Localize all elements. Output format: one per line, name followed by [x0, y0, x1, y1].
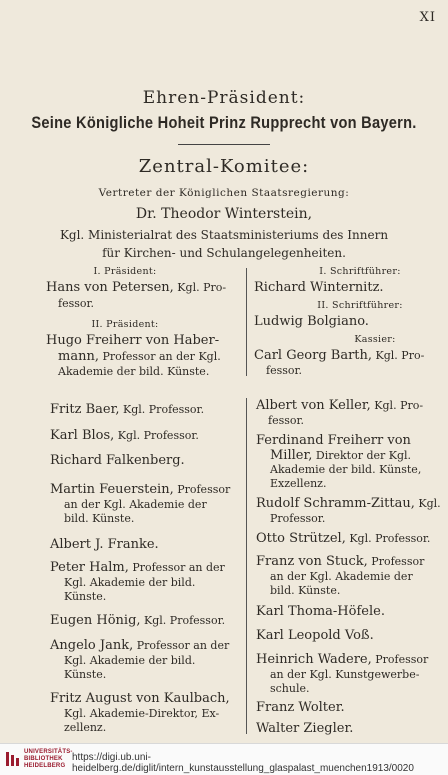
officer-name: Carl Georg Barth,: [254, 348, 373, 363]
member-entry: Otto Strützel, Kgl. Professor.: [256, 531, 431, 546]
officer-label: I. Schriftführer:: [319, 266, 401, 277]
member-entry: Richard Falkenberg.: [50, 453, 185, 468]
member-entry: Rudolf Schramm-Zittau, Kgl.: [256, 496, 441, 511]
member-entry: Angelo Jank, Professor an der: [50, 638, 230, 653]
source-url-link[interactable]: https://digi.ub.uni-heidelberg.de/diglit/intern_kunstausstellung_glaspalast_muenchen1913/0020: [72, 752, 414, 774]
member-title-line: Exzellenz.: [270, 477, 327, 490]
member-entry: Peter Halm, Professor an der: [50, 560, 225, 575]
representative-title-line2: für Kirchen- und Schulangelegenheiten.: [102, 246, 346, 260]
member-entry: Albert von Keller, Kgl. Pro-: [256, 398, 424, 413]
column-divider-members: [246, 398, 247, 734]
member-title-line: Künste.: [64, 668, 107, 681]
member-entry: Walter Ziegler.: [256, 721, 354, 736]
column-divider-officers: [246, 268, 247, 376]
member-entry: Karl Leopold Voß.: [256, 628, 374, 643]
page-number: XI: [419, 10, 436, 25]
library-logo-text: UNIVERSITÄTS- BIBLIOTHEK HEIDELBERG: [24, 749, 73, 769]
officer-name-line: [46, 280, 226, 295]
member-title-line: an der Kgl. Akademie der: [270, 570, 413, 583]
member-title-line: bild. Künste.: [64, 512, 135, 525]
officer-title: Kgl. Pro-: [173, 281, 227, 294]
member-title-line: zellenz.: [64, 721, 107, 734]
government-representative-label: Vertreter der Königlichen Staatsregierung:: [98, 187, 350, 199]
member-title-line: Kgl. Akademie-Direktor, Ex-: [64, 707, 220, 720]
member-entry: Fritz August von Kaulbach,: [50, 691, 230, 706]
officer-title-line: Akademie der bild. Künste.: [58, 365, 210, 378]
officer-label: Kassier:: [354, 334, 396, 345]
member-entry: Franz von Stuck, Professor: [256, 554, 425, 569]
member-entry: Karl Thoma-Höfele.: [256, 604, 385, 619]
member-entry: Eugen Hönig, Kgl. Professor.: [50, 613, 226, 628]
member-title-line: an der Kgl. Kunstgewerbe-: [270, 668, 420, 681]
officer-name-line: [58, 349, 221, 364]
member-entry: Fritz Baer, Kgl. Professor.: [50, 402, 205, 417]
footer-bar: [0, 743, 448, 775]
member-title-line: an der Kgl. Akademie der: [64, 498, 207, 511]
member-title-line: Kgl. Akademie der bild.: [64, 654, 196, 667]
member-title-line: bild. Künste.: [270, 584, 341, 597]
member-title-line: Professor.: [270, 512, 326, 525]
member-entry: Franz Wolter.: [256, 700, 345, 715]
government-representative-name: Dr. Theodor Winterstein,: [135, 206, 313, 222]
officer-title-line: fessor.: [266, 364, 303, 377]
officer-name-line: [254, 348, 424, 363]
member-entry: Heinrich Wadere, Professor: [256, 652, 429, 667]
honorary-president-heading: Ehren-Präsident:: [142, 88, 306, 108]
member-entry: Karl Blos, Kgl. Professor.: [50, 428, 199, 443]
officer-label: I. Präsident:: [93, 266, 157, 277]
officer-name: Hugo Freiherr von Haber-: [46, 333, 220, 348]
officer-label: II. Schriftführer:: [317, 300, 403, 311]
member-entry: Ferdinand Freiherr von: [256, 433, 411, 448]
officer-label: II. Präsident:: [91, 319, 159, 330]
officer-title: Kgl. Pro-: [372, 349, 425, 362]
honorary-president-name: Seine Königliche Hoheit Prinz Rupprecht von Bayern.: [31, 113, 417, 132]
member-entry: Albert J. Franke.: [50, 537, 159, 552]
officer-name: Hans von Petersen,: [46, 280, 174, 295]
officer-name: Ludwig Bolgiano.: [254, 314, 369, 329]
member-entry-line: Miller, Direktor der Kgl.: [270, 448, 412, 463]
officer-name-cont: mann,: [58, 349, 99, 364]
divider: [178, 144, 270, 145]
member-title-line: schule.: [270, 682, 310, 695]
member-entry: Martin Feuerstein, Professor: [50, 482, 231, 497]
member-title-line: Akademie der bild. Künste,: [270, 463, 422, 476]
committee-title: Zentral-Komitee:: [138, 156, 310, 177]
library-logo-icon: [5, 750, 21, 768]
member-title-line: fessor.: [268, 414, 305, 427]
officer-title-line: fessor.: [58, 297, 95, 310]
member-title-line: Künste.: [64, 590, 107, 603]
officer-name: Richard Winternitz.: [254, 280, 384, 295]
representative-title-line1: Kgl. Ministerialrat des Staatsministeriums des Innern: [59, 228, 389, 242]
officer-title: Professor an der Kgl.: [98, 350, 221, 363]
member-title-line: Kgl. Akademie der bild.: [64, 576, 196, 589]
